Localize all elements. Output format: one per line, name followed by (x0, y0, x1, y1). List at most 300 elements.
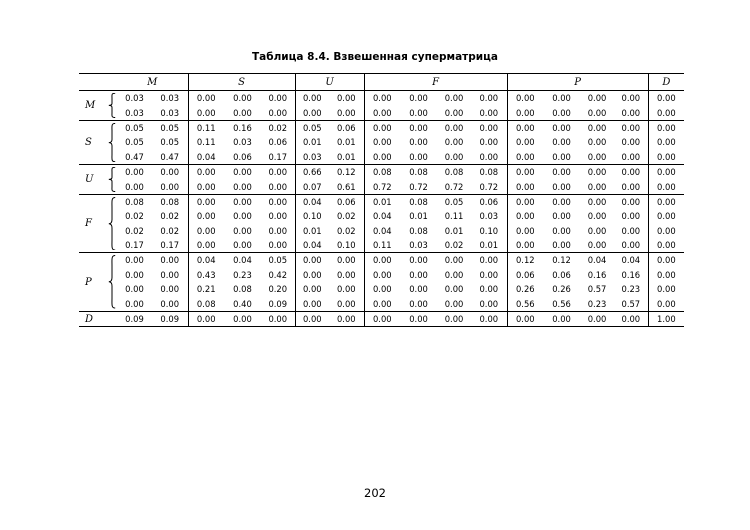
left-brace-icon (108, 93, 116, 118)
table-cell: 0.00 (479, 107, 499, 118)
left-brace-icon (108, 197, 116, 251)
table-cell: 0.02 (336, 211, 356, 222)
table-cell: 0.00 (479, 298, 499, 309)
column-group-header-u: U (295, 74, 364, 91)
table-cell: 0.00 (621, 93, 641, 104)
row-group-label-text: F (85, 218, 92, 230)
table-cell: 0.00 (233, 240, 252, 251)
table-cell: 0.23 (621, 284, 641, 295)
table-cell: 0.00 (648, 224, 684, 238)
table-cell: 0.00 (160, 269, 180, 280)
row-group-label-text: U (85, 173, 94, 185)
table-cell: 0.00 (621, 107, 641, 118)
table-cell: 0.01 (336, 137, 356, 148)
table-cell: 0.00 (648, 209, 684, 223)
table-cell: 0.00 (580, 120, 614, 135)
table-cell: 0.09 (268, 298, 288, 309)
table-cell: 0.00 (188, 164, 224, 179)
table-cell: 0.00 (552, 107, 571, 118)
table-cell: 0.01 (479, 240, 499, 251)
table-cell: 0.08 (437, 164, 471, 179)
table-cell: 0.00 (160, 298, 180, 309)
table-cell: 0.47 (160, 151, 180, 162)
table-cell: 0.00 (444, 269, 464, 280)
table-cell: 0.00 (648, 282, 684, 296)
row-group-label-d (79, 311, 117, 326)
table-cell: 0.00 (580, 311, 614, 326)
table-cell: 0.00 (409, 107, 428, 118)
table-cell: 0.00 (552, 151, 571, 162)
table-cell: 0.00 (437, 253, 471, 268)
table-cell: 0.00 (552, 240, 571, 251)
table-cell: 0.10 (336, 240, 356, 251)
column-group-header-s: S (188, 74, 295, 91)
table-cell: 0.08 (400, 194, 437, 209)
table-cell: 0.00 (648, 179, 684, 194)
table-cell: 0.00 (268, 181, 288, 192)
table-cell: 0.00 (552, 93, 571, 104)
table-cell: 0.00 (587, 137, 607, 148)
table-cell: 0.00 (268, 225, 288, 236)
table-cell: 0.00 (507, 150, 543, 165)
table-cell: 0.00 (587, 151, 607, 162)
table-cell: 0.00 (507, 91, 543, 106)
row-group-label-s (79, 120, 117, 164)
table-cell: 0.07 (295, 179, 329, 194)
table-cell: 0.00 (364, 91, 400, 106)
weighted-supermatrix-table (79, 73, 684, 327)
table-cell: 0.56 (552, 298, 571, 309)
table-cell: 0.00 (188, 209, 224, 223)
table-cell: 0.00 (552, 181, 571, 192)
table-cell: 0.08 (188, 296, 224, 311)
table-cell: 0.00 (268, 93, 288, 104)
table-row (79, 194, 684, 209)
table-cell: 0.00 (648, 268, 684, 282)
table-cell: 0.00 (261, 311, 295, 326)
table-cell: 0.00 (152, 253, 188, 268)
table-cell: 0.72 (479, 181, 499, 192)
table-cell: 0.00 (233, 181, 252, 192)
table-cell: 0.05 (295, 120, 329, 135)
table-cell: 0.03 (125, 93, 144, 104)
table-cell: 0.03 (160, 93, 180, 104)
table-cell: 0.06 (233, 151, 252, 162)
table-cell: 0.00 (543, 164, 580, 179)
table-cell: 0.00 (507, 135, 543, 149)
table-cell: 0.03 (409, 240, 428, 251)
table-row (79, 311, 684, 326)
table-cell: 0.08 (117, 194, 152, 209)
table-cell: 0.00 (188, 224, 224, 238)
table-cell: 0.02 (444, 240, 464, 251)
table-cell: 0.02 (125, 211, 144, 222)
table-row (79, 282, 684, 296)
table-cell: 0.06 (268, 137, 288, 148)
table-cell: 0.00 (160, 284, 180, 295)
table-cell: 0.02 (261, 120, 295, 135)
table-cell: 0.00 (188, 238, 224, 253)
row-group-label-text: D (85, 313, 94, 325)
table-cell: 0.05 (117, 120, 152, 135)
table-cell: 0.00 (400, 311, 437, 326)
header-corner (79, 74, 117, 91)
table-cell: 0.03 (479, 211, 499, 222)
table-cell: 0.00 (648, 150, 684, 165)
table-cell: 0.00 (444, 298, 464, 309)
table-cell: 0.00 (648, 253, 684, 268)
table-cell: 0.00 (648, 105, 684, 120)
left-brace-icon (108, 123, 116, 162)
table-cell: 0.00 (188, 311, 224, 326)
table-cell: 0.00 (614, 311, 648, 326)
table-cell: 0.20 (268, 284, 288, 295)
table-cell: 0.10 (479, 225, 499, 236)
table-row (79, 268, 684, 282)
table-cell: 0.08 (233, 284, 252, 295)
table-cell: 0.06 (552, 269, 571, 280)
table-cell: 0.00 (507, 238, 543, 253)
table-cell: 0.00 (648, 164, 684, 179)
table-cell: 0.00 (507, 311, 543, 326)
table-cell: 0.17 (125, 240, 144, 251)
table-row (79, 209, 684, 223)
table-cell: 0.17 (160, 240, 180, 251)
row-group-label-f (79, 194, 117, 253)
column-group-header-m: M (117, 74, 188, 91)
table-cell: 0.00 (409, 284, 428, 295)
table-cell: 0.00 (224, 311, 261, 326)
row-group-label-u (79, 164, 117, 194)
table-cell: 0.11 (444, 211, 464, 222)
table-cell: 0.01 (336, 151, 356, 162)
table-cell: 0.00 (295, 253, 329, 268)
table-cell: 0.00 (261, 164, 295, 179)
table-cell: 0.00 (437, 311, 471, 326)
table-cell: 0.00 (268, 240, 288, 251)
table-cell: 0.00 (233, 211, 252, 222)
table-cell: 0.00 (364, 296, 400, 311)
table-row (79, 135, 684, 149)
table-cell: 0.00 (409, 93, 428, 104)
table-cell: 0.00 (409, 298, 428, 309)
table-cell: 0.00 (364, 282, 400, 296)
table-cell: 0.23 (233, 269, 252, 280)
table-cell: 0.00 (364, 120, 400, 135)
table-cell: 0.00 (160, 181, 180, 192)
table-cell: 0.00 (587, 211, 607, 222)
table-cell: 0.72 (364, 179, 400, 194)
table-cell: 0.02 (160, 211, 180, 222)
table-cell: 0.23 (587, 298, 607, 309)
table-cell: 0.02 (125, 225, 144, 236)
table-row (79, 164, 684, 179)
table-cell: 0.00 (580, 164, 614, 179)
table-cell: 0.00 (587, 107, 607, 118)
table-cell: 0.00 (125, 269, 144, 280)
table-cell: 0.00 (295, 105, 329, 120)
table-cell: 0.00 (507, 224, 543, 238)
table-cell: 0.16 (224, 120, 261, 135)
table-cell: 0.00 (125, 284, 144, 295)
table-cell: 0.00 (444, 151, 464, 162)
table-cell: 0.17 (268, 151, 288, 162)
table-cell: 0.00 (479, 284, 499, 295)
table-row (79, 238, 684, 253)
table-cell: 0.66 (295, 164, 329, 179)
table-cell: 0.00 (224, 194, 261, 209)
table-cell: 0.00 (648, 120, 684, 135)
table-cell: 0.00 (621, 181, 641, 192)
table-cell: 0.11 (364, 238, 400, 253)
table-cell: 0.00 (507, 120, 543, 135)
table-cell: 0.00 (471, 253, 507, 268)
table-cell: 0.03 (233, 137, 252, 148)
table-cell: 0.00 (336, 93, 356, 104)
table-cell: 0.05 (437, 194, 471, 209)
row-group-label-text: M (85, 99, 96, 111)
table-cell: 0.00 (479, 93, 499, 104)
table-cell: 0.00 (444, 284, 464, 295)
table-cell: 0.00 (621, 137, 641, 148)
table-cell: 0.00 (479, 269, 499, 280)
table-cell: 0.00 (364, 268, 400, 282)
table-cell: 0.00 (543, 120, 580, 135)
table-cell: 0.00 (409, 137, 428, 148)
table-cell: 0.03 (295, 150, 329, 165)
table-cell: 0.00 (479, 151, 499, 162)
table-cell: 0.00 (648, 91, 684, 106)
table-cell: 0.00 (400, 253, 437, 268)
table-cell: 0.05 (152, 120, 188, 135)
table-cell: 0.00 (336, 269, 356, 280)
table-cell: 0.00 (188, 194, 224, 209)
table-cell: 0.02 (160, 225, 180, 236)
table-cell: 0.08 (471, 164, 507, 179)
table-cell: 0.00 (188, 179, 224, 194)
table-cell: 0.05 (160, 137, 180, 148)
table-cell: 0.00 (125, 181, 144, 192)
table-cell: 0.40 (233, 298, 252, 309)
table-cell: 0.04 (614, 253, 648, 268)
table-cell: 0.00 (364, 135, 400, 149)
table-cell: 0.00 (364, 105, 400, 120)
table-cell: 0.08 (409, 225, 428, 236)
table-cell: 0.00 (125, 298, 144, 309)
table-cell: 0.00 (336, 107, 356, 118)
table-cell: 0.00 (444, 93, 464, 104)
table-cell: 0.00 (648, 296, 684, 311)
table-cell: 0.00 (329, 253, 364, 268)
table-cell: 0.00 (648, 194, 684, 209)
table-cell: 0.00 (233, 93, 252, 104)
table-row (79, 91, 684, 106)
table-row (79, 105, 684, 120)
table-cell: 0.04 (364, 224, 400, 238)
column-group-header-f: F (364, 74, 507, 91)
table-cell: 0.00 (117, 253, 152, 268)
table-cell: 0.00 (648, 135, 684, 149)
table-cell: 0.00 (336, 298, 356, 309)
table-cell: 0.00 (614, 120, 648, 135)
left-brace-icon (108, 167, 116, 192)
table-cell: 0.08 (400, 164, 437, 179)
table-cell: 0.09 (117, 311, 152, 326)
table-cell: 0.00 (587, 93, 607, 104)
table-cell: 0.00 (621, 225, 641, 236)
table-cell: 0.21 (188, 282, 224, 296)
table-cell: 0.01 (295, 135, 329, 149)
table-cell: 0.00 (233, 107, 252, 118)
table-cell: 0.00 (188, 91, 224, 106)
table-cell: 0.04 (364, 209, 400, 223)
table-cell: 0.12 (507, 253, 543, 268)
table-cell: 0.01 (364, 194, 400, 209)
table-cell: 0.01 (295, 224, 329, 238)
table-cell: 0.04 (188, 253, 224, 268)
table-cell: 0.72 (409, 181, 428, 192)
table-cell: 0.06 (507, 268, 543, 282)
table-cell: 0.00 (295, 268, 329, 282)
table-cell: 0.00 (444, 137, 464, 148)
table-cell: 0.00 (552, 211, 571, 222)
table-cell: 0.04 (580, 253, 614, 268)
table-cell: 0.57 (621, 298, 641, 309)
row-group-label-text: S (85, 136, 92, 148)
table-cell: 0.00 (552, 225, 571, 236)
table-cell: 0.00 (336, 284, 356, 295)
table-cell: 0.42 (268, 269, 288, 280)
table-cell: 0.43 (188, 268, 224, 282)
table-cell: 0.00 (648, 238, 684, 253)
table-cell: 0.00 (479, 137, 499, 148)
table-cell: 0.00 (409, 151, 428, 162)
table-cell: 0.04 (224, 253, 261, 268)
table-cell: 0.04 (188, 150, 224, 165)
table-cell: 0.00 (580, 194, 614, 209)
page-number: 202 (364, 486, 386, 500)
table-cell: 0.00 (587, 181, 607, 192)
table-cell: 0.00 (295, 311, 329, 326)
table-cell: 0.01 (444, 225, 464, 236)
table-cell: 0.00 (621, 240, 641, 251)
table-cell: 0.08 (364, 164, 400, 179)
table-row (79, 296, 684, 311)
table-cell: 0.00 (400, 120, 437, 135)
table-cell: 0.00 (295, 282, 329, 296)
table-cell: 0.00 (444, 107, 464, 118)
table-cell: 0.04 (295, 238, 329, 253)
table-cell: 0.00 (117, 164, 152, 179)
table-cell: 0.00 (233, 225, 252, 236)
table-row (79, 150, 684, 165)
table-row (79, 224, 684, 238)
table-cell: 0.00 (507, 209, 543, 223)
table-cell: 0.00 (543, 194, 580, 209)
table-cell: 0.03 (160, 107, 180, 118)
table-cell: 0.01 (409, 211, 428, 222)
table-cell: 0.00 (152, 164, 188, 179)
table-cell: 0.00 (507, 105, 543, 120)
table-cell: 1.00 (648, 311, 684, 326)
table-cell: 0.00 (507, 194, 543, 209)
table-cell: 0.08 (152, 194, 188, 209)
table-cell: 0.00 (621, 211, 641, 222)
table-cell: 0.00 (471, 120, 507, 135)
table-cell: 0.26 (552, 284, 571, 295)
table-cell: 0.00 (552, 137, 571, 148)
table-cell: 0.00 (437, 120, 471, 135)
table-cell: 0.00 (268, 211, 288, 222)
table-cell: 0.00 (614, 194, 648, 209)
table-row (79, 253, 684, 268)
table-cell: 0.00 (329, 311, 364, 326)
column-group-header-p: P (507, 74, 648, 91)
row-group-label-text: P (85, 276, 92, 288)
table-title: Таблица 8.4. Взвешенная суперматрица (252, 51, 498, 63)
table-cell: 0.00 (587, 240, 607, 251)
table-cell: 0.02 (336, 225, 356, 236)
table-cell: 0.00 (621, 151, 641, 162)
table-cell: 0.00 (409, 269, 428, 280)
table-cell: 0.00 (261, 194, 295, 209)
table-cell: 0.00 (364, 150, 400, 165)
table-cell: 0.11 (188, 135, 224, 149)
table-cell: 0.04 (295, 194, 329, 209)
table-cell: 0.00 (224, 164, 261, 179)
table-cell: 0.05 (261, 253, 295, 268)
left-brace-icon (108, 255, 116, 309)
table-cell: 0.16 (621, 269, 641, 280)
table-cell: 0.57 (587, 284, 607, 295)
table-cell: 0.00 (471, 311, 507, 326)
table-cell: 0.00 (295, 296, 329, 311)
row-group-label-m (79, 91, 117, 121)
table-cell: 0.00 (188, 105, 224, 120)
table-row (79, 120, 684, 135)
table-cell: 0.72 (444, 181, 464, 192)
table-cell: 0.06 (329, 120, 364, 135)
table-cell: 0.00 (507, 179, 543, 194)
table-cell: 0.09 (152, 311, 188, 326)
table-cell: 0.00 (295, 91, 329, 106)
table-cell: 0.26 (507, 282, 543, 296)
table-cell: 0.00 (543, 311, 580, 326)
table-cell: 0.10 (295, 209, 329, 223)
table-cell: 0.16 (587, 269, 607, 280)
table-cell: 0.00 (587, 225, 607, 236)
column-group-header-d: D (648, 74, 684, 91)
table-cell: 0.05 (125, 137, 144, 148)
table-cell: 0.06 (329, 194, 364, 209)
table-cell: 0.00 (364, 253, 400, 268)
table-cell: 0.00 (507, 164, 543, 179)
table-cell: 0.00 (364, 311, 400, 326)
table-cell: 0.56 (507, 296, 543, 311)
column-header-row (79, 74, 684, 91)
table-cell: 0.03 (125, 107, 144, 118)
table-row (79, 179, 684, 194)
table-cell: 0.06 (471, 194, 507, 209)
table-cell: 0.12 (329, 164, 364, 179)
table-cell: 0.47 (125, 151, 144, 162)
row-group-label-p (79, 253, 117, 312)
table-cell: 0.00 (268, 107, 288, 118)
table-cell: 0.11 (188, 120, 224, 135)
table-cell: 0.61 (336, 181, 356, 192)
table-cell: 0.12 (543, 253, 580, 268)
table-cell: 0.00 (614, 164, 648, 179)
